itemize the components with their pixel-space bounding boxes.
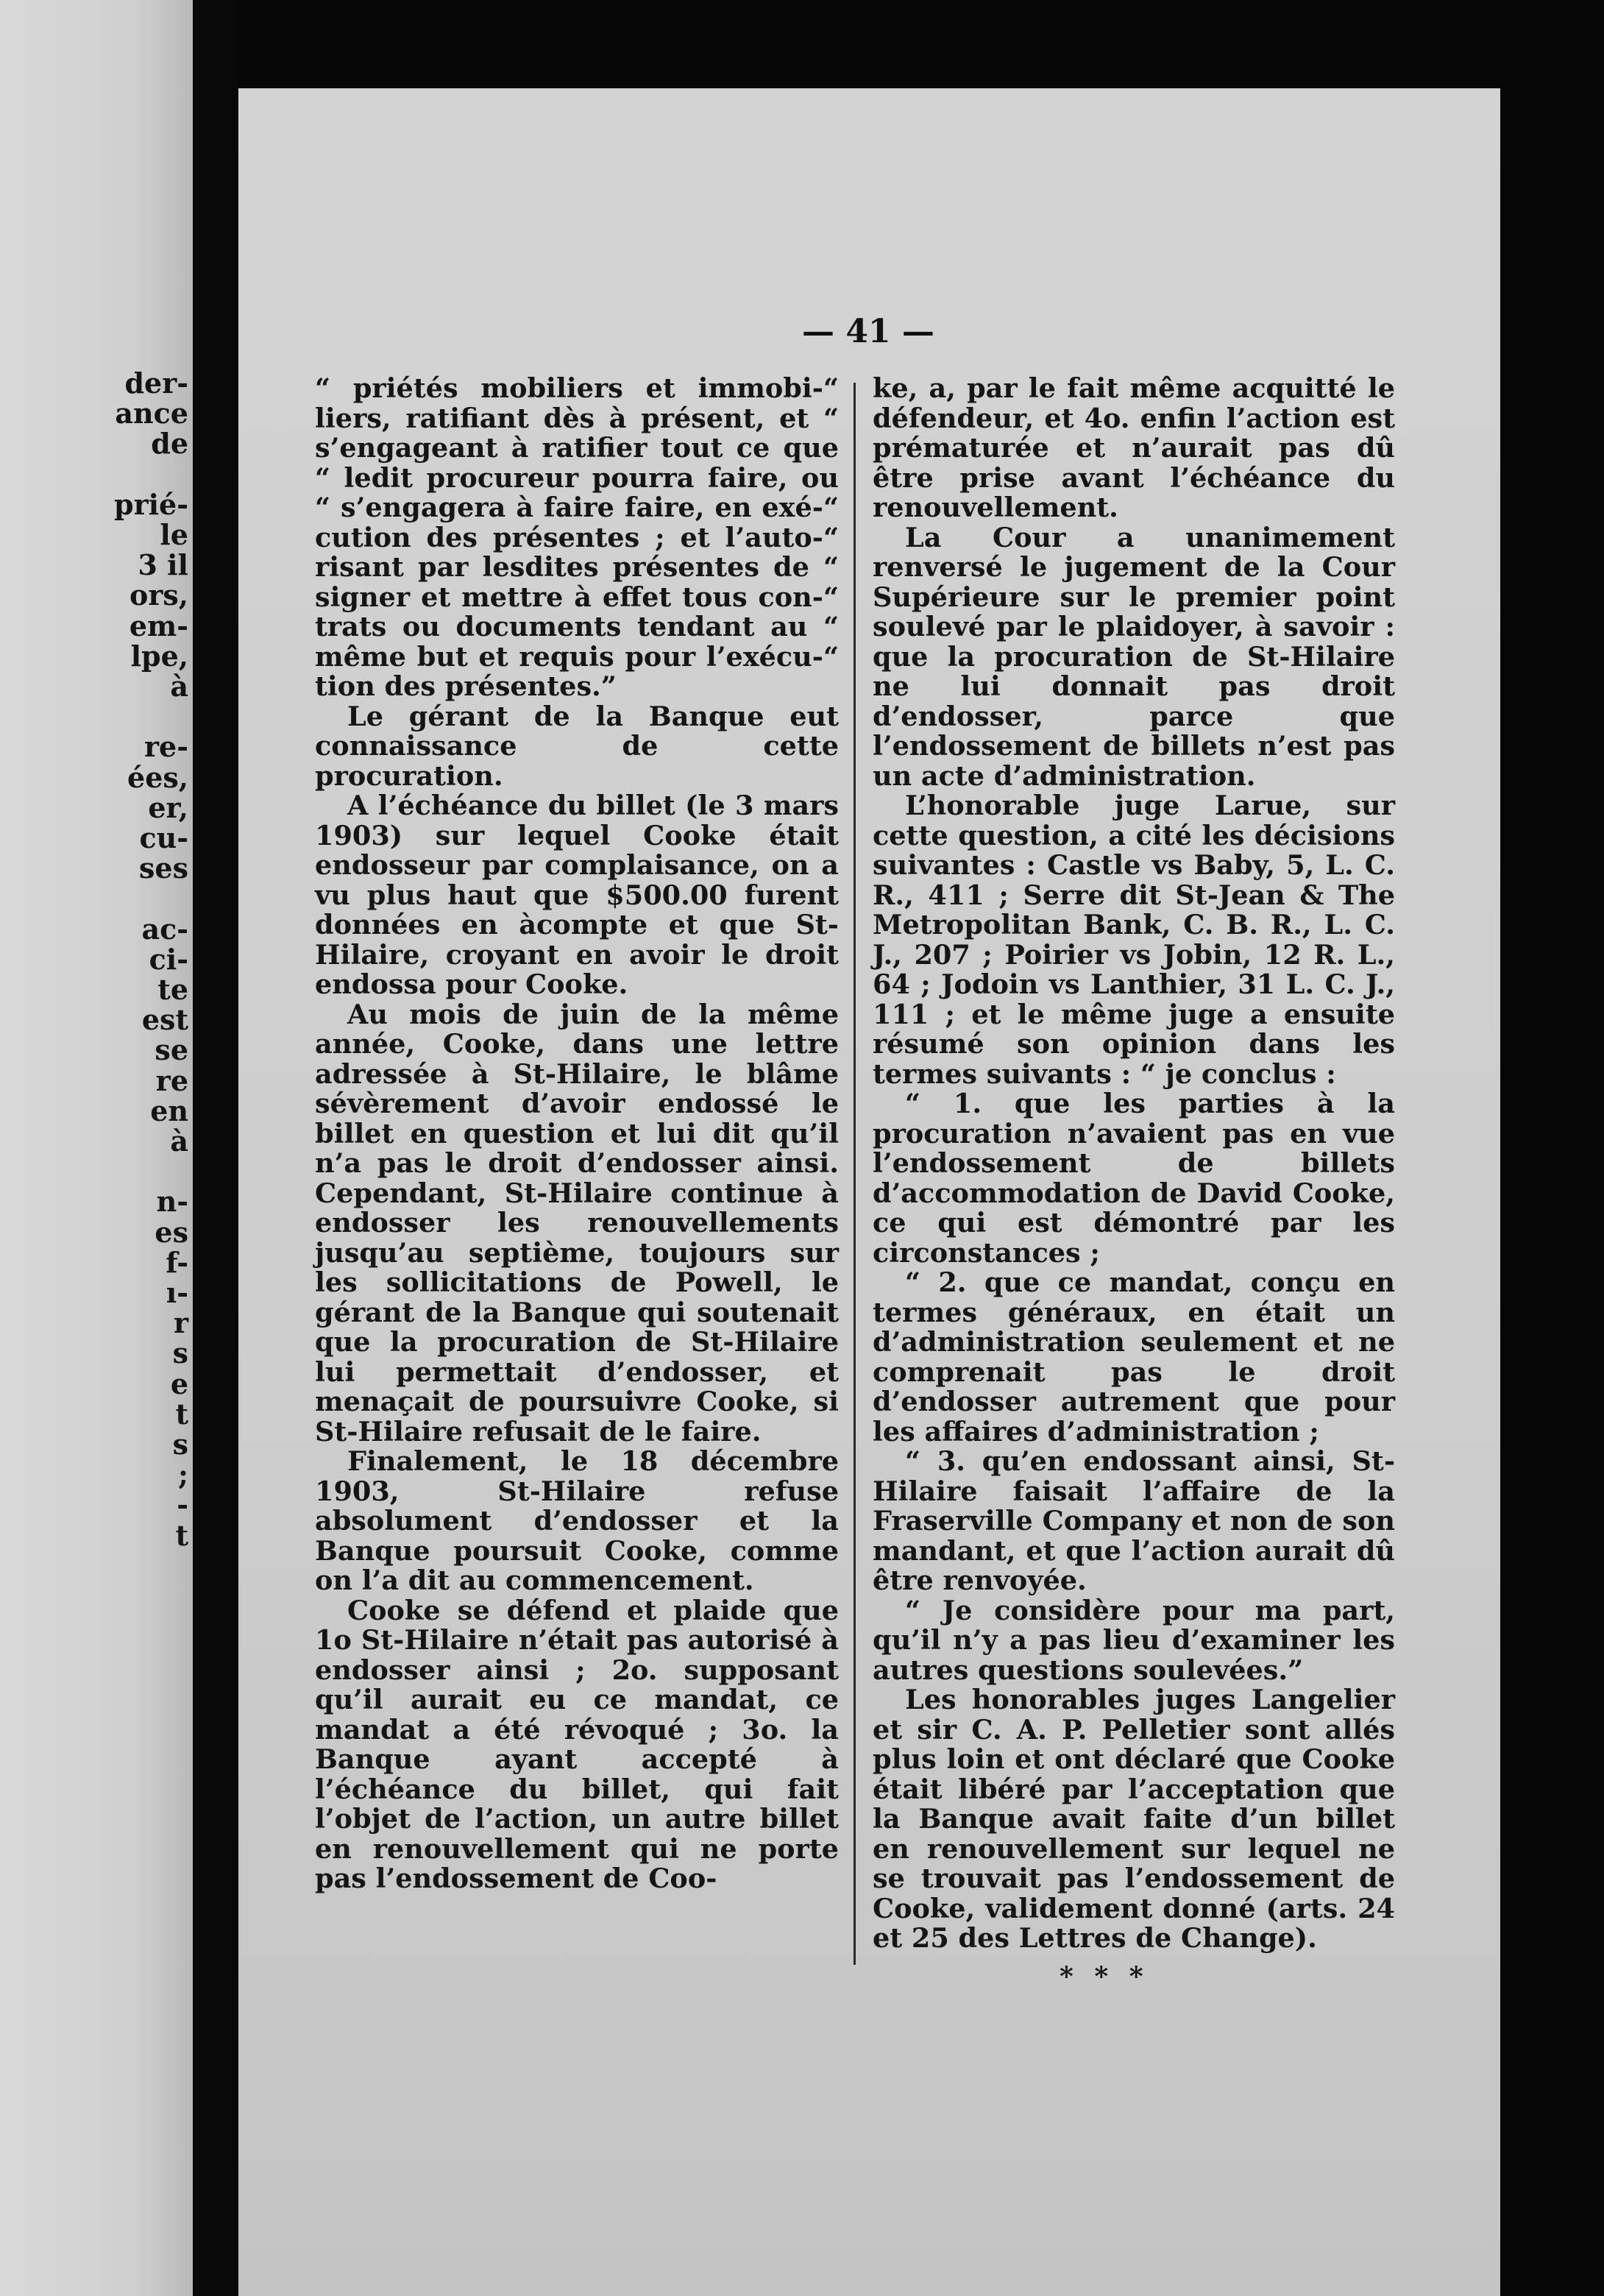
adjacent-page-fragment: 3 il: [138, 548, 188, 582]
section-end-mark: * * *: [1060, 1961, 1149, 1992]
paragraph: Le gérant de la Banque eut connaissance de cette procuration.: [315, 700, 839, 792]
adjacent-page-fragment: te: [157, 973, 188, 1006]
adjacent-page-fragment: f-: [166, 1245, 188, 1279]
adjacent-page-fragment: n-: [156, 1185, 188, 1219]
adjacent-page-fragment: -: [177, 1488, 188, 1522]
adjacent-page-fragment: re: [155, 1063, 188, 1097]
left-text-column: [315, 374, 839, 1894]
adjacent-page-fragment: à: [170, 1124, 188, 1158]
paragraph: Les honorables juges Langelier et sir C. A. P. Pelletier sont allés plus loin et ont déclaré que Cooke était libéré par l’acceptation que la Banque avait faite d’un billet en renouvellement sur lequel ne se trouvait pas l’endossement de Cooke, validement donné (arts. 24 et 25 des Lettres de Change).: [873, 1684, 1395, 1954]
adjacent-page-fragment: em-: [129, 609, 188, 642]
paragraph: “ 1. que les parties à la procuration n’avaient pas en vue l’endossement de billets d’accommodation de David Cooke, ce qui est démontré par les circonstances ;: [873, 1088, 1395, 1269]
paragraph: ke, a, par le fait même acquitté le défendeur, et 4o. enfin l’action est prématurée et n’aurait pas dû être prise avant l’échéance du renouvellement.: [873, 372, 1395, 523]
adjacent-page-fragment: ance: [115, 397, 188, 431]
column-divider: [854, 383, 856, 1965]
paragraph: Finalement, le 18 décembre 1903, St-Hilaire refuse absolument d’endosser et la Banque poursuit Cooke, comme on l’a dit au commencement.: [315, 1445, 839, 1596]
adjacent-page-fragment: r: [173, 1306, 188, 1340]
scan-top-edge: [238, 0, 1500, 88]
adjacent-page-fragment: es: [155, 1215, 188, 1249]
adjacent-page-fragment: ses: [139, 851, 188, 885]
paragraph: Cooke se défend et plaide que 1o St-Hilaire n’était pas autorisé à endosser ainsi ; 2o. supposant qu’il aurait eu ce mandat, ce mandat a été révoqué ; 3o. la Banque ayant accepté à l’échéance du billet, qui fait l’objet de l’action, un autre billet en renouvellement qui ne porte pas l’endossement de Coo-: [315, 1594, 839, 1894]
adjacent-page-fragment: ci-: [149, 942, 188, 976]
adjacent-page-fragment: ors,: [129, 578, 188, 612]
adjacent-page-fragment: t: [175, 1397, 188, 1431]
adjacent-page-fragment: est: [141, 1003, 188, 1037]
adjacent-page-fragment: prié-: [114, 487, 188, 521]
adjacent-page-fragment: t: [175, 1518, 188, 1552]
adjacent-page-fragment: ac-: [141, 912, 188, 946]
adjacent-page-fragment: le: [160, 518, 188, 551]
paragraph: “ 3. qu’en endossant ainsi, St-Hilaire faisait l’affaire de la Fraserville Company et non de son mandant, et que l’action aurait dû être renvoyée.: [873, 1445, 1395, 1596]
adjacent-page-fragment: s: [172, 1428, 188, 1461]
paragraph: “ Je considère pour ma part, qu’il n’y a pas lieu d’examiner les autres questions soulevées.”: [873, 1594, 1395, 1686]
adjacent-page-fragment: en: [150, 1094, 188, 1127]
book-gutter: [193, 0, 238, 2296]
adjacent-page-fragment: à: [170, 670, 188, 703]
adjacent-page-fragment: ées,: [127, 760, 188, 794]
adjacent-page-strip: [0, 0, 193, 2296]
adjacent-page-fragment: der-: [124, 366, 188, 400]
adjacent-page-fragment: se: [155, 1033, 188, 1067]
scan-right-edge: [1500, 0, 1604, 2296]
adjacent-page-fragment: s: [172, 1336, 188, 1370]
adjacent-page-fragment: ;: [177, 1458, 188, 1492]
adjacent-page-fragment: er,: [148, 790, 188, 824]
paragraph: “ priétés mobiliers et immobi-“ liers, ratifiant dès à présent, et “ s’engageant à ratifier tout ce que “ ledit procureur pourra faire, ou “ s’engagera à faire faire, en exé-“ cution des présentes ; et l’auto-“ risant par lesdites présentes de “ signer et mettre à effet tous con-“ trats ou documents tendant au “ même but et requis pour l’exécu-“ tion des présentes.”: [315, 372, 839, 702]
paragraph: L’honorable juge Larue, sur cette question, a cité les décisions suivantes : Castle vs Baby, 5, L. C. R., 411 ; Serre dit St-Jean & The Metropolitan Bank, C. B. R., L. C. J., 207 ; Poirier vs Jobin, 12 R. L., 64 ; Jodoin vs Lanthier, 31 L. C. J., 111 ; et le même juge a ensuite résumé son opinion dans les termes suivants : “ je conclus :: [873, 790, 1395, 1090]
paragraph: Au mois de juin de la même année, Cooke, dans une lettre adressée à St-Hilaire, le blâme sévèrement d’avoir endossé le billet en question et lui dit qu’il n’a pas le droit d’endosser ainsi. Cependant, St-Hilaire continue à endosser les renouvellements jusqu’au septième, toujours sur les sollicitations de Powell, le gérant de la Banque qui soutenait que la procuration de St-Hilaire lui permettait d’endosser, et menaçait de poursuivre Cooke, si St-Hilaire refusait de le faire.: [315, 998, 839, 1448]
adjacent-page-fragment: re-: [144, 730, 188, 764]
adjacent-page-fragment: lpe,: [130, 639, 188, 673]
adjacent-page-fragment: ı-: [166, 1276, 188, 1309]
paragraph: La Cour a unanimement renversé le jugement de la Cour Supérieure sur le premier point soulevé par le plaidoyer, à savoir : que la procuration de St-Hilaire ne lui donnait pas droit d’endosser, parce que l’endossement de billets n’est pas un acte d’administration.: [873, 521, 1395, 792]
paragraph: A l’échéance du billet (le 3 mars 1903) sur lequel Cooke était endosseur par complaisance, on a vu plus haut que $500.00 furent données en àcompte et que St-Hilaire, croyant en avoir le droit endossa pour Cooke.: [315, 790, 839, 1000]
paragraph: “ 2. que ce mandat, conçu en termes généraux, en était un d’administration seulement et ne comprenait pas le droit d’endosser autrement que pour les affaires d’administration ;: [873, 1266, 1395, 1448]
page-number: — 41 —: [802, 313, 934, 350]
adjacent-page-fragment: de: [151, 427, 188, 461]
right-text-column: [873, 374, 1395, 1954]
adjacent-page-fragment: cu-: [139, 821, 188, 854]
adjacent-page-fragment: e: [170, 1367, 188, 1400]
